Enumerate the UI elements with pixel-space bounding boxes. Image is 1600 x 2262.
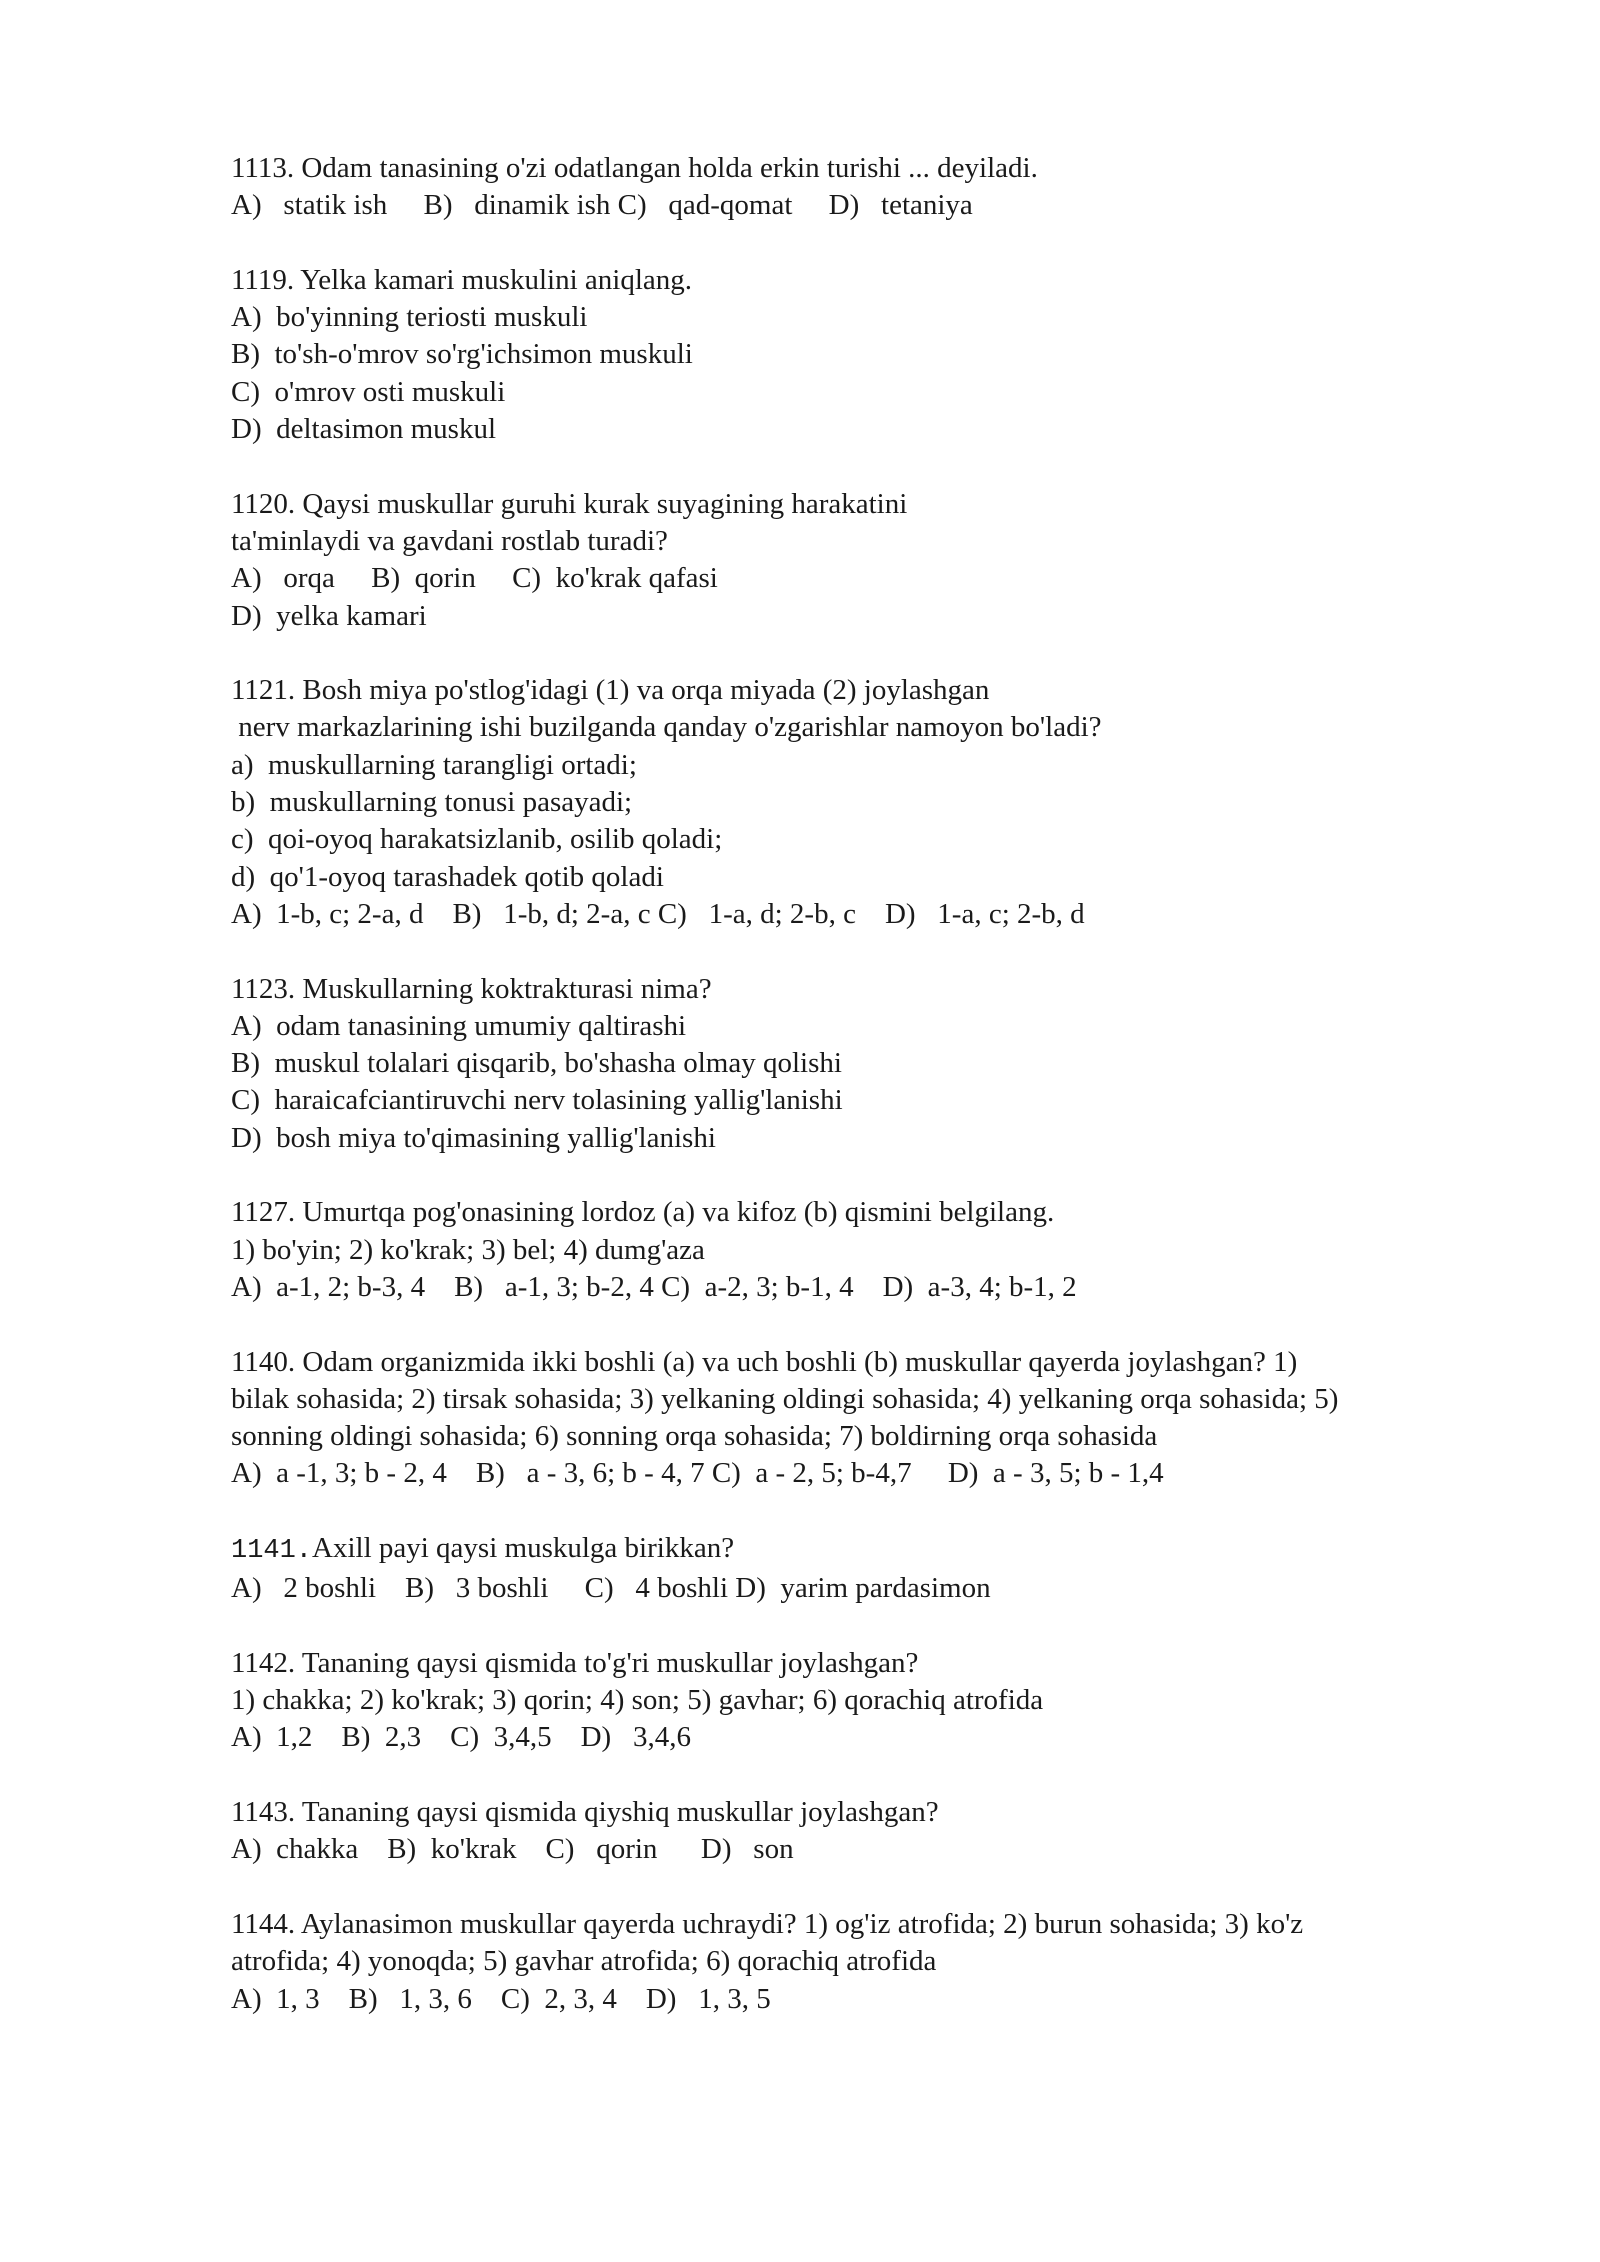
answer-option: D) deltasimon muskul	[231, 413, 497, 446]
question-number: 1141.	[231, 1535, 313, 1566]
question-text: sonning oldingi sohasida; 6) sonning orqa sohasida; 7) boldirning orqa sohasida	[231, 1420, 1158, 1453]
statement-list: 1) bo'yin; 2) ko'krak; 3) bel; 4) dumg'aza	[231, 1233, 705, 1266]
answer-options: A) a -1, 3; b - 2, 4 B) a - 3, 6; b - 4, 7 C) a - 2, 5; b-4,7 D) a - 3, 5; b - 1,4	[231, 1457, 1164, 1490]
answer-options: A) 2 boshli B) 3 boshli C) 4 boshli D) yarim pardasimon	[231, 1572, 991, 1605]
question-text: atrofida; 4) yonoqda; 5) gavhar atrofida; 6) qorachiq atrofida	[231, 1945, 937, 1978]
answer-option: C) haraicafciantiruvchi nerv tolasining yallig'lanishi	[231, 1084, 843, 1117]
question-1120	[231, 486, 1531, 635]
question-text: 1127. Umurtqa pog'onasining lordoz (a) va kifoz (b) qismini belgilang.	[231, 1196, 1055, 1229]
answer-option: A) bo'yinning teriosti muskuli	[231, 301, 588, 334]
question-text	[231, 1530, 1531, 1570]
answer-option: C) o'mrov osti muskuli	[231, 375, 506, 408]
answer-option: B) muskul tolalari qisqarib, bo'shasha olmay qolishi	[231, 1047, 842, 1080]
question-1123	[231, 971, 1531, 1157]
question-text: 1123. Muskullarning koktrakturasi nima?	[231, 972, 712, 1005]
question-1144	[231, 1906, 1531, 2018]
answer-options: A) a-1, 2; b-3, 4 B) a-1, 3; b-2, 4 C) a-2, 3; b-1, 4 D) a-3, 4; b-1, 2	[231, 1270, 1077, 1303]
answer-options: A) chakka B) ko'krak C) qorin D) son	[231, 1833, 794, 1866]
statement-item: d) qo'1-oyoq tarashadek qotib qoladi	[231, 860, 664, 893]
question-text: nerv markazlarining ishi buzilganda qanday o'zgarishlar namoyon bo'ladi?	[231, 711, 1102, 744]
question-1119	[231, 262, 1531, 448]
question-1143	[231, 1794, 1531, 1869]
statement-item: b) muskullarning tonusi pasayadi;	[231, 786, 633, 819]
question-text: bilak sohasida; 2) tirsak sohasida; 3) yelkaning oldingi sohasida; 4) yelkaning orqa sohasida; 5)	[231, 1382, 1339, 1415]
statement-item: c) qoi-oyoq harakatsizlanib, osilib qoladi;	[231, 823, 723, 856]
answer-options: A) orqa B) qorin C) ko'krak qafasi	[231, 562, 718, 595]
question-list	[231, 150, 1531, 2055]
question-1141	[231, 1530, 1531, 1608]
question-1127	[231, 1194, 1531, 1306]
question-text: 1120. Qaysi muskullar guruhi kurak suyagining harakatini	[231, 487, 908, 520]
question-1140	[231, 1344, 1531, 1493]
question-body: Axill payi qaysi muskulga birikkan?	[312, 1531, 735, 1564]
answer-options: A) 1, 3 B) 1, 3, 6 C) 2, 3, 4 D) 1, 3, 5	[231, 1982, 771, 2015]
answer-option: D) yelka kamari	[231, 599, 427, 632]
question-text: 1140. Odam organizmida ikki boshli (a) va uch boshli (b) muskullar qayerda joylashgan? 1)	[231, 1345, 1298, 1378]
question-text: 1144. Aylanasimon muskullar qayerda uchraydi? 1) og'iz atrofida; 2) burun sohasida; 3) ko'z	[231, 1907, 1304, 1940]
statement-item: a) muskullarning tarangligi ortadi;	[231, 748, 637, 781]
answer-options: A) 1-b, c; 2-a, d B) 1-b, d; 2-a, c C) 1-a, d; 2-b, c D) 1-a, c; 2-b, d	[231, 897, 1085, 930]
statement-list: 1) chakka; 2) ko'krak; 3) qorin; 4) son; 5) gavhar; 6) qorachiq atrofida	[231, 1684, 1044, 1717]
answer-options: A) statik ish B) dinamik ish C) qad-qomat D) tetaniya	[231, 189, 973, 222]
question-1121	[231, 672, 1531, 933]
answer-options: A) 1,2 B) 2,3 C) 3,4,5 D) 3,4,6	[231, 1721, 691, 1754]
answer-option: A) odam tanasining umumiy qaltirashi	[231, 1009, 687, 1042]
question-text: 1119. Yelka kamari muskulini aniqlang.	[231, 263, 692, 296]
answer-option: B) to'sh-o'mrov so'rg'ichsimon muskuli	[231, 338, 693, 371]
question-text: 1121. Bosh miya po'stlog'idagi (1) va orqa miyada (2) joylashgan	[231, 674, 990, 707]
question-text: ta'minlaydi va gavdani rostlab turadi?	[231, 524, 668, 557]
question-1113	[231, 150, 1531, 225]
question-text: 1113. Odam tanasining o'zi odatlangan holda erkin turishi ... deyiladi.	[231, 152, 1038, 184]
question-text: 1143. Tananing qaysi qismida qiyshiq muskullar joylashgan?	[231, 1796, 939, 1829]
question-1142	[231, 1645, 1531, 1757]
answer-option: D) bosh miya to'qimasining yallig'lanishi	[231, 1121, 716, 1154]
question-text: 1142. Tananing qaysi qismida to'g'ri muskullar joylashgan?	[231, 1646, 919, 1679]
